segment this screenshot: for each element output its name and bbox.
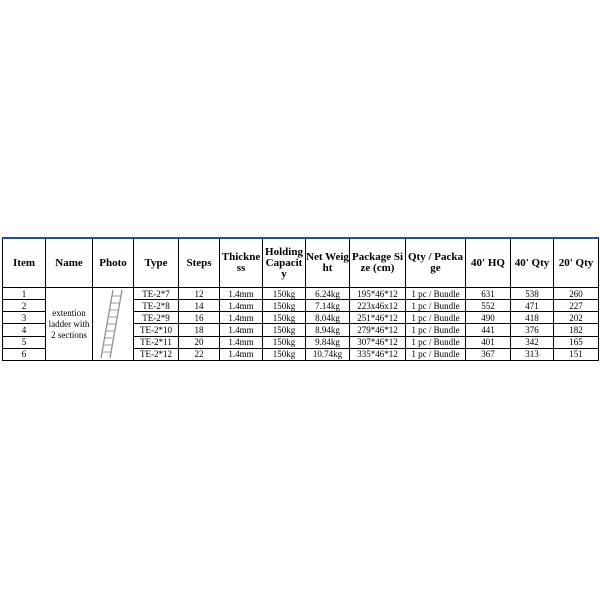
cell-package: 279*46*12 [350,324,406,336]
cell-package: 335*46*12 [350,348,406,360]
cell-type: TE-2*9 [134,312,179,324]
cell-20qty: 182 [554,324,599,336]
cell-thickness: 1.4mm [220,288,263,300]
cell-package: 195*46*12 [350,288,406,300]
cell-thickness: 1.4mm [220,300,263,312]
header-thickness: Thickness [220,238,263,288]
cell-steps: 18 [179,324,220,336]
cell-type: TE-2*11 [134,336,179,348]
cell-20qty: 165 [554,336,599,348]
cell-capacity: 150kg [263,312,306,324]
cell-40qty: 418 [511,312,554,324]
cell-40hq: 552 [466,300,511,312]
cell-package: 251*46*12 [350,312,406,324]
cell-40hq: 490 [466,312,511,324]
cell-type: TE-2*12 [134,348,179,360]
product-name-cell: extention ladder with 2 sections [46,288,93,361]
cell-steps: 14 [179,300,220,312]
header-item: Item [3,238,46,288]
cell-thickness: 1.4mm [220,348,263,360]
cell-type: TE-2*7 [134,288,179,300]
cell-capacity: 150kg [263,336,306,348]
cell-qty: 1 pc / Bundle [406,288,466,300]
cell-type: TE-2*8 [134,300,179,312]
cell-steps: 16 [179,312,220,324]
header-type: Type [134,238,179,288]
header-40hq: 40' HQ [466,238,511,288]
header-steps: Steps [179,238,220,288]
cell-item: 3 [3,312,46,324]
spec-sheet [2,237,599,361]
cell-40qty: 471 [511,300,554,312]
cell-weight: 6.24kg [306,288,350,300]
cell-40qty: 376 [511,324,554,336]
cell-weight: 8.94kg [306,324,350,336]
header-package-size: Package Size (cm) [350,238,406,288]
cell-40qty: 313 [511,348,554,360]
cell-capacity: 150kg [263,348,306,360]
cell-qty: 1 pc / Bundle [406,324,466,336]
cell-steps: 20 [179,336,220,348]
cell-capacity: 150kg [263,324,306,336]
cell-weight: 10.74kg [306,348,350,360]
cell-40hq: 441 [466,324,511,336]
cell-qty: 1 pc / Bundle [406,336,466,348]
cell-40qty: 538 [511,288,554,300]
product-photo-cell [93,288,134,361]
cell-package: 307*46*12 [350,336,406,348]
cell-item: 1 [3,288,46,300]
cell-qty: 1 pc / Bundle [406,348,466,360]
cell-20qty: 151 [554,348,599,360]
cell-capacity: 150kg [263,288,306,300]
table-row [3,288,599,300]
cell-item: 5 [3,336,46,348]
header-20-qty: 20' Qty [554,238,599,288]
cell-weight: 8.04kg [306,312,350,324]
cell-steps: 12 [179,288,220,300]
cell-capacity: 150kg [263,300,306,312]
cell-thickness: 1.4mm [220,312,263,324]
cell-40hq: 401 [466,336,511,348]
header-holding-capacity: Holding Capacity [263,238,306,288]
cell-package: 223x46x12 [350,300,406,312]
cell-thickness: 1.4mm [220,324,263,336]
header-name: Name [46,238,93,288]
cell-20qty: 202 [554,312,599,324]
header-qty-package: Qty / Package [406,238,466,288]
cell-item: 2 [3,300,46,312]
cell-qty: 1 pc / Bundle [406,312,466,324]
cell-item: 6 [3,348,46,360]
cell-40hq: 367 [466,348,511,360]
cell-20qty: 227 [554,300,599,312]
cell-item: 4 [3,324,46,336]
cell-40hq: 631 [466,288,511,300]
cell-type: TE-2*10 [134,324,179,336]
header-row [3,238,599,288]
cell-qty: 1 pc / Bundle [406,300,466,312]
ladder-icon [98,288,128,360]
cell-40qty: 342 [511,336,554,348]
header-40-qty: 40' Qty [511,238,554,288]
cell-thickness: 1.4mm [220,336,263,348]
cell-steps: 22 [179,348,220,360]
header-photo: Photo [93,238,134,288]
cell-20qty: 260 [554,288,599,300]
header-net-weight: Net Weight [306,238,350,288]
cell-weight: 7.14kg [306,300,350,312]
ladder-spec-table [2,237,599,361]
cell-weight: 9.84kg [306,336,350,348]
